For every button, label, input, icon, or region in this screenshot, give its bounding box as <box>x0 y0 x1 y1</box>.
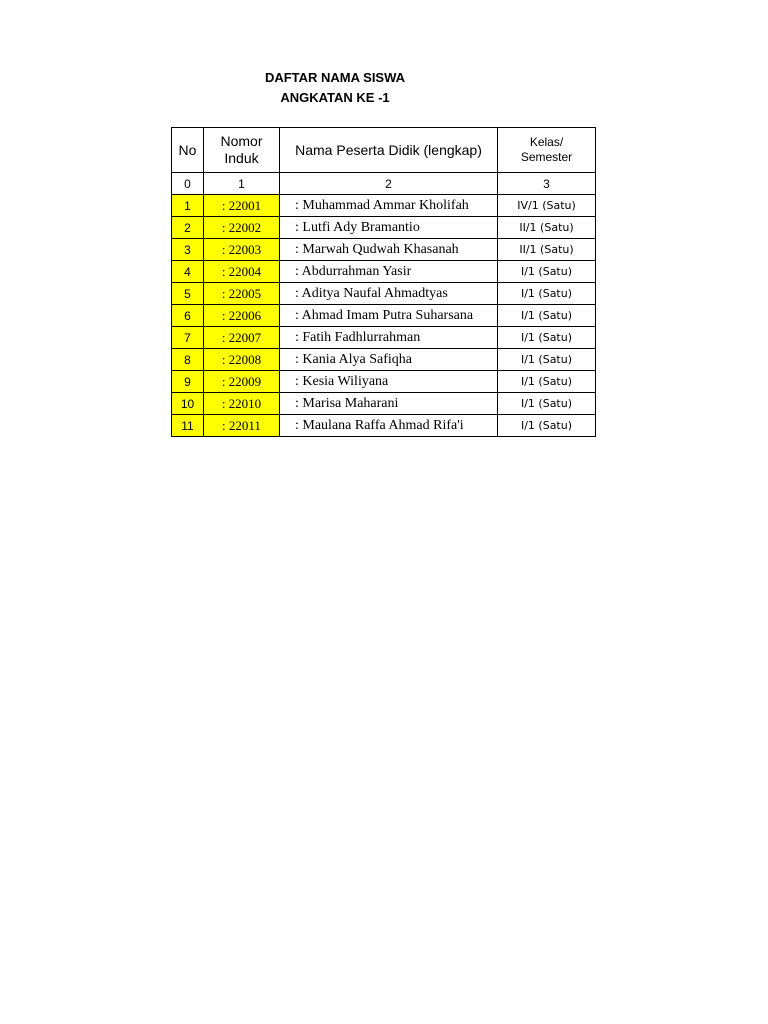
table-row <box>172 283 596 305</box>
column-number: 3 <box>498 173 596 195</box>
row-number: 6 <box>172 305 204 327</box>
row-nama: : Fatih Fadhlurrahman <box>280 327 498 349</box>
row-kelas: II/1 (Satu) <box>498 239 596 261</box>
column-number: 0 <box>172 173 204 195</box>
row-kelas: I/1 (Satu) <box>498 415 596 437</box>
row-number: 10 <box>172 393 204 415</box>
row-kelas: I/1 (Satu) <box>498 305 596 327</box>
student-table <box>171 127 596 437</box>
row-kelas: I/1 (Satu) <box>498 327 596 349</box>
row-kelas: I/1 (Satu) <box>498 349 596 371</box>
header-row <box>172 128 596 173</box>
row-nama: : Marwah Qudwah Khasanah <box>280 239 498 261</box>
row-kelas: I/1 (Satu) <box>498 371 596 393</box>
row-number: 3 <box>172 239 204 261</box>
row-nama: : Maulana Raffa Ahmad Rifa'i <box>280 415 498 437</box>
table-row <box>172 195 596 217</box>
row-number: 11 <box>172 415 204 437</box>
row-nomor-induk: : 22002 <box>204 217 280 239</box>
row-nomor-induk: : 22004 <box>204 261 280 283</box>
row-nomor-induk: : 22010 <box>204 393 280 415</box>
table-row <box>172 415 596 437</box>
row-nomor-induk: : 22006 <box>204 305 280 327</box>
document-subtitle: ANGKATAN KE -1 <box>280 90 390 105</box>
row-nama: : Kesia Wiliyana <box>280 371 498 393</box>
document-title: DAFTAR NAMA SISWA <box>264 70 406 85</box>
row-kelas: I/1 (Satu) <box>498 261 596 283</box>
row-nomor-induk: : 22009 <box>204 371 280 393</box>
row-kelas: IV/1 (Satu) <box>498 195 596 217</box>
row-nama: : Abdurrahman Yasir <box>280 261 498 283</box>
row-number: 7 <box>172 327 204 349</box>
column-number-row <box>172 173 596 195</box>
row-number: 9 <box>172 371 204 393</box>
header-kelas-semester <box>498 128 596 173</box>
table-row <box>172 239 596 261</box>
table-row <box>172 217 596 239</box>
table-row <box>172 305 596 327</box>
row-nomor-induk: : 22001 <box>204 195 280 217</box>
header-no: No <box>172 128 204 173</box>
row-nama: : Lutfi Ady Bramantio <box>280 217 498 239</box>
header-kelas-line1: Kelas/ <box>529 135 564 149</box>
table-row <box>172 261 596 283</box>
row-nama: : Marisa Maharani <box>280 393 498 415</box>
row-nama: : Muhammad Ammar Kholifah <box>280 195 498 217</box>
row-nomor-induk: : 22005 <box>204 283 280 305</box>
table-row <box>172 393 596 415</box>
row-nomor-induk: : 22003 <box>204 239 280 261</box>
row-number: 2 <box>172 217 204 239</box>
header-nama: Nama Peserta Didik (lengkap) <box>280 128 498 173</box>
row-nomor-induk: : 22008 <box>204 349 280 371</box>
row-number: 5 <box>172 283 204 305</box>
row-number: 4 <box>172 261 204 283</box>
column-number: 1 <box>204 173 280 195</box>
row-kelas: II/1 (Satu) <box>498 217 596 239</box>
row-number: 8 <box>172 349 204 371</box>
header-nomor-line2: Induk <box>224 150 259 166</box>
row-number: 1 <box>172 195 204 217</box>
table-body <box>172 195 596 437</box>
table-row <box>172 371 596 393</box>
table-row <box>172 349 596 371</box>
header-kelas-line2: Semester <box>520 150 573 164</box>
row-nama: : Aditya Naufal Ahmadtyas <box>280 283 498 305</box>
header-nomor-induk <box>204 128 280 173</box>
header-nomor-line1: Nomor <box>220 133 263 149</box>
row-nama: : Kania Alya Safiqha <box>280 349 498 371</box>
table-row <box>172 327 596 349</box>
row-nomor-induk: : 22007 <box>204 327 280 349</box>
row-kelas: I/1 (Satu) <box>498 283 596 305</box>
column-number: 2 <box>280 173 498 195</box>
row-nomor-induk: : 22011 <box>204 415 280 437</box>
row-nama: : Ahmad Imam Putra Suharsana <box>280 305 498 327</box>
row-kelas: I/1 (Satu) <box>498 393 596 415</box>
